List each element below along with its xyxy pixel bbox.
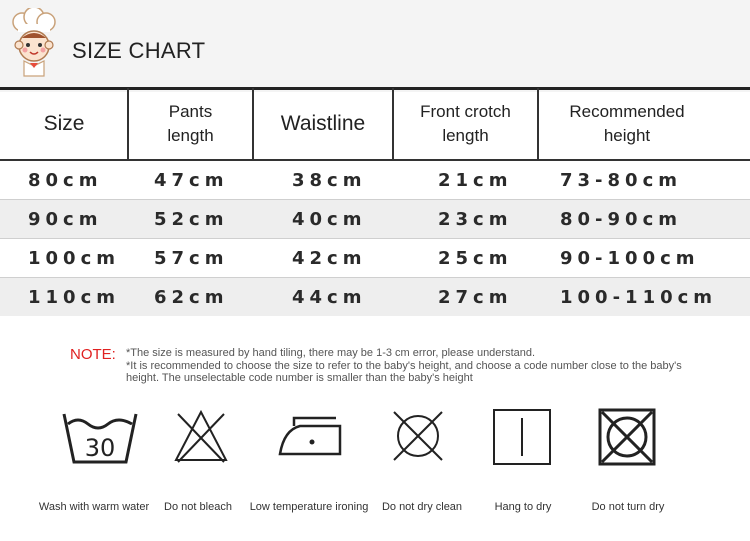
table-row [0,200,750,238]
column-header-recommended-height: Recommended height [569,102,685,145]
note-label: NOTE: [70,346,116,363]
header [0,0,750,92]
cell-recommended-height: 80-90cm [560,208,682,230]
cell-waistline: 44cm [292,286,367,308]
table-row [0,161,750,199]
cell-front-crotch: 23cm [438,208,513,230]
cell-size: 110cm [28,286,120,308]
column-header-size: Size [43,112,85,135]
cell-recommended-height: 90-100cm [560,247,700,269]
care-label-bleach: Do not bleach [164,501,232,513]
note-text [126,347,706,385]
chef-mascot-logo [8,8,60,78]
cell-size: 100cm [28,247,120,269]
cell-waistline: 38cm [292,169,367,191]
table-header [0,88,750,160]
cell-pants-length: 62cm [154,286,229,308]
cell-waistline: 42cm [292,247,367,269]
cell-pants-length: 47cm [154,169,229,191]
column-header-pants-length: Pants length [167,102,214,145]
do-not-bleach-icon [172,408,230,464]
cell-recommended-height: 100-110cm [560,286,718,308]
care-label-ironing: Low temperature ironing [249,501,369,513]
care-label-hang: Hang to dry [494,501,552,513]
table-row [0,278,750,316]
cell-front-crotch: 21cm [438,169,513,191]
page-title: SIZE CHART [72,38,206,63]
column-header-waistline: Waistline [280,112,366,135]
do-not-dry-clean-icon [390,408,446,464]
cell-front-crotch: 27cm [438,286,513,308]
hang-to-dry-icon [492,408,552,466]
note-line-1: *The size is measured by hand tiling, there may be 1-3 cm error, please understand. [126,347,536,359]
care-label-tumble-dry: Do not turn dry [591,501,665,513]
low-temperature-ironing-icon [274,408,346,464]
do-not-tumble-dry-icon [598,408,656,466]
cell-recommended-height: 73-80cm [560,169,682,191]
cell-waistline: 40cm [292,208,367,230]
care-label-wash: Wash with warm water [38,501,150,513]
cell-pants-length: 52cm [154,208,229,230]
note-line-2: *It is recommended to choose the size to refer to the baby's height, and choose a code number close to the baby's height. The unselectable code number is smaller than the baby's height [126,359,682,384]
cell-size: 80cm [28,169,103,191]
wash-temperature: 30 [84,434,116,462]
cell-pants-length: 57cm [154,247,229,269]
table-row [0,239,750,277]
care-label-dry-clean: Do not dry clean [381,501,463,513]
wash-warm-water-icon [60,408,140,468]
column-header-front-crotch-length: Front crotch length [420,102,511,145]
cell-front-crotch: 25cm [438,247,513,269]
cell-size: 90cm [28,208,103,230]
